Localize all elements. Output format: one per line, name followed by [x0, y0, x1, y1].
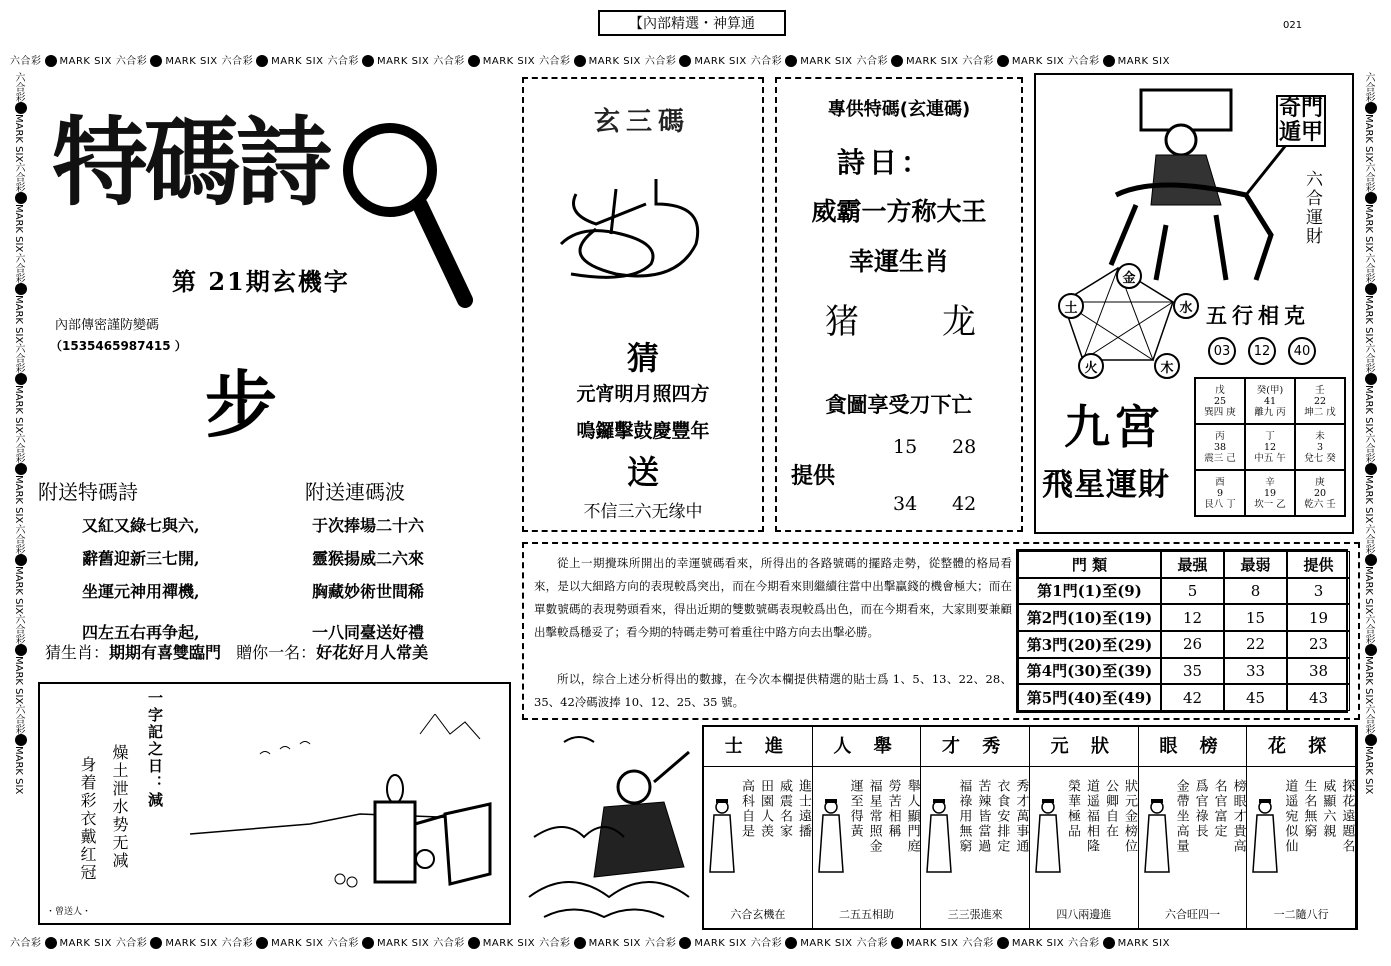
- mark-six-left-strip: [12, 72, 30, 930]
- bottom-column: [921, 727, 1030, 928]
- scholar-figure-icon: [1251, 797, 1279, 877]
- bottom-column-title: 花 探: [1247, 727, 1355, 767]
- sage-illustration: [524, 727, 699, 927]
- mark-six-strip-item: 六合彩MARK SIX: [13, 253, 24, 343]
- warrior-horse-illustration: [1096, 85, 1296, 285]
- mark-six-strip-item: 六合彩MARK SIX: [1363, 343, 1374, 433]
- bottom-column-line: 苦辣皆當過: [975, 779, 991, 854]
- door-table-header: 門 類: [1018, 551, 1161, 578]
- mark-six-strip-item: 六合彩 MARK SIX: [433, 56, 536, 67]
- door-table-cell: 33: [1224, 658, 1287, 685]
- door-table-cell: 26: [1161, 631, 1224, 658]
- poem2-lines: 于次捧場二十六 靈猴揚威二六來 胸藏妙術世間稀 一八同臺送好禮: [312, 516, 425, 642]
- door-table-cell: 23: [1287, 631, 1350, 658]
- mark-six-strip-item: 六合彩MARK SIX: [1363, 433, 1374, 523]
- phone-label: 內部傳密謹防變碼: [55, 318, 160, 333]
- mark-six-strip-item: 六合彩 MARK SIX: [433, 938, 536, 949]
- flower-icon: [15, 463, 27, 475]
- special-num-1: 15: [893, 436, 918, 458]
- mark-six-strip-item: 六合彩MARK SIX: [13, 162, 24, 252]
- bottom-column-lines: [847, 779, 920, 854]
- flower-icon: [1365, 102, 1377, 114]
- flower-icon: [362, 55, 374, 67]
- mark-six-strip-item: 六合彩 MARK SIX: [221, 56, 324, 67]
- jiugong-cell: 酉 9 艮八 丁: [1195, 470, 1245, 516]
- period-line: 第 21期玄機字: [172, 267, 350, 296]
- door-table-cell: 15: [1224, 604, 1287, 631]
- door-table-cell: 45: [1224, 684, 1287, 711]
- bottom-column-line: 福祿用無窮: [956, 779, 972, 854]
- flower-icon: [1365, 192, 1377, 204]
- qimen-box: [1034, 73, 1354, 534]
- flower-icon: [468, 55, 480, 67]
- bottom-column: [704, 727, 813, 928]
- bottom-column-line: 榜眼才貴高: [1230, 779, 1246, 854]
- bottom-column-lines: [1064, 779, 1137, 854]
- scholar-figure-icon: [817, 797, 845, 877]
- jiugong-cell: 丙 38 震三 己: [1195, 424, 1245, 470]
- bottom-column-line: 衣食安排定: [994, 779, 1010, 854]
- mark-six-strip-item: 六合彩 MARK SIX: [10, 56, 112, 67]
- jiugong-cell: 未 3 兌七 癸: [1295, 424, 1345, 470]
- mark-six-strip-item: 六合彩 MARK SIX: [856, 56, 959, 67]
- bottom-column-line: 高科自是: [739, 779, 754, 839]
- mark-six-strip-item: 六合彩 MARK SIX: [750, 938, 853, 949]
- bottom-column-line: 進士遠播: [796, 779, 811, 839]
- special-box: [775, 77, 1023, 532]
- guess-zodiac-line: 猜生肖：期期有喜雙臨門 贈你一名：好花好月人常美: [45, 643, 429, 662]
- special-line2: 幸運生肖: [848, 247, 949, 276]
- flower-icon: [15, 102, 27, 114]
- flower-icon: [45, 55, 57, 67]
- mark-six-strip-item: 六合彩 MARK SIX: [856, 938, 959, 949]
- mark-six-strip-item: 六合彩MARK SIX: [13, 704, 24, 794]
- yizi-sign: ・曾送人・: [46, 907, 92, 917]
- mark-six-strip-item: 六合彩MARK SIX: [13, 524, 24, 614]
- mark-six-strip-item: 六合彩 MARK SIX: [115, 938, 218, 949]
- flower-icon: [150, 55, 162, 67]
- mark-six-strip-item: 六合彩 MARK SIX: [327, 56, 430, 67]
- flower-icon: [1103, 937, 1115, 949]
- bottom-column-footer: 六合玄機在: [730, 908, 786, 921]
- jiugong-cell: 庚 20 乾六 壬: [1295, 470, 1345, 516]
- flower-icon: [15, 644, 27, 656]
- door-table-cell: 19: [1287, 604, 1350, 631]
- bottom-column-line: 公卿自在: [1102, 779, 1118, 839]
- door-table-cell: 43: [1287, 684, 1350, 711]
- mark-six-strip-item: 六合彩MARK SIX: [13, 433, 24, 523]
- bottom-column-title: 元 狀: [1030, 727, 1138, 767]
- special-num-3: 34: [893, 493, 918, 515]
- yizi-box: [38, 682, 511, 925]
- flower-icon: [1365, 463, 1377, 475]
- door-table-header: 提供: [1287, 551, 1350, 578]
- bottom-column-title: 才 秀: [921, 727, 1029, 767]
- mark-six-strip-item: 六合彩MARK SIX: [1363, 253, 1374, 343]
- flower-icon: [45, 937, 57, 949]
- handwriting-scribble: [556, 174, 726, 284]
- yizi-title: 一字記之日：減: [146, 690, 164, 809]
- jiugong-cell: 辛 19 坎一 乙: [1245, 470, 1295, 516]
- wuxing-node: 水: [1173, 293, 1199, 319]
- bottom-column-footer: 六合旺四一: [1164, 908, 1220, 921]
- mark-six-strip-item: 六合彩 MARK SIX: [962, 938, 1065, 949]
- send-char: 送: [626, 453, 659, 491]
- flower-icon: [891, 55, 903, 67]
- flower-icon: [15, 554, 27, 566]
- mark-six-strip-item: 六合彩MARK SIX: [1363, 704, 1374, 794]
- flower-icon: [468, 937, 480, 949]
- bottom-column: [1247, 727, 1356, 928]
- flower-icon: [256, 55, 268, 67]
- door-table-cell: 3: [1287, 578, 1350, 605]
- mark-six-strip-item: 六合彩 MARK SIX: [115, 56, 218, 67]
- door-table-cell: 38: [1287, 658, 1350, 685]
- wuxing-node: 火: [1078, 353, 1104, 379]
- bottom-column-lines: [1281, 779, 1354, 854]
- door-table-header: 最强: [1161, 551, 1224, 578]
- poem2-title: 附送連碼波: [305, 480, 405, 504]
- bottom-column-line: 道遥宛似仙: [1282, 779, 1298, 854]
- guess-footer: 不信三六无缘中: [583, 502, 703, 522]
- mark-six-right-strip: [1362, 72, 1380, 930]
- door-table-cell: 22: [1224, 631, 1287, 658]
- scholar-figure-icon: [708, 797, 736, 877]
- flower-icon: [679, 55, 691, 67]
- jiugong-cell: 癸(甲) 41 離九 丙: [1245, 378, 1295, 424]
- guess-line2: 鳴鑼擊鼓慶豐年: [576, 420, 710, 442]
- flower-icon: [15, 283, 27, 295]
- door-table: [1016, 549, 1348, 713]
- zodiac-1: 猪: [825, 302, 859, 342]
- special-title: 專供特碼(玄連碼): [827, 99, 971, 120]
- mark-six-strip-item: 六合彩 MARK SIX: [221, 938, 324, 949]
- bottom-column-line: 田園人羡: [758, 779, 773, 839]
- guess-box: [522, 77, 764, 532]
- wuxing-title: 五行相克: [1206, 303, 1310, 328]
- bottom-column-footer: 一二隨八行: [1273, 908, 1329, 921]
- guess-line1: 元宵明月照四方: [576, 383, 710, 405]
- analysis-box: [522, 542, 1360, 720]
- wuxing-node: 金: [1116, 263, 1142, 289]
- bottom-column-line: 生名無窮: [1301, 779, 1317, 839]
- bottom-column: [1139, 727, 1248, 928]
- bottom-column-line: 福星常照金: [866, 779, 882, 854]
- bottom-column-line: 爲官祿長: [1192, 779, 1208, 839]
- mark-six-strip-item: 六合彩 MARK SIX: [10, 938, 112, 949]
- flower-icon: [891, 937, 903, 949]
- mark-six-strip-item: 六合彩MARK SIX: [13, 343, 24, 433]
- mark-six-strip-item: 六合彩MARK SIX: [1363, 614, 1374, 704]
- bottom-column-line: 運至得黃: [847, 779, 863, 839]
- special-line1: 威霸一方称大王: [811, 197, 987, 226]
- bottom-column-lines: [1173, 779, 1246, 854]
- mark-six-bottom-strip: [10, 934, 1385, 950]
- flower-icon: [997, 55, 1009, 67]
- mark-six-strip-item: 六合彩 MARK SIX: [644, 938, 747, 949]
- door-table-header: 最弱: [1224, 551, 1287, 578]
- guess-char: 猜: [626, 339, 659, 377]
- flower-icon: [15, 734, 27, 746]
- special-poem-label: 詩日：: [837, 146, 934, 179]
- bottom-column-line: 秀才萬事通: [1013, 779, 1029, 854]
- bottom-column-lines: [738, 779, 811, 839]
- mark-six-top-strip: [10, 52, 1385, 68]
- provide-label: 提供: [791, 463, 836, 489]
- bottom-column-line: 勞苦相稱: [885, 779, 901, 839]
- main-title: 特碼詩: [52, 107, 328, 219]
- door-table-cell: 5: [1161, 578, 1224, 605]
- flower-icon: [785, 55, 797, 67]
- mark-six-strip-item: 六合彩 MARK SIX: [327, 938, 430, 949]
- guess-header: 玄三碼: [593, 107, 690, 137]
- analysis-para1: 從上一期攪珠所開出的幸運號碼看來，所得出的各路號碼的擺路走勢，從整體的格局看來，是以大細路方向的表現較爲突出，而在今期看來則繼續往當中出擊贏錢的機會極大；而在單數號碼的表現勢頭看來，得出近期的雙數號碼表現較爲出色，而在今期看來，大家則要兼顧出擊較爲穩妥了；看今期的特碼走勢可着重往中路方向去出擊必勝。: [534, 556, 1012, 639]
- flower-icon: [574, 937, 586, 949]
- page-number: 021: [1283, 20, 1303, 31]
- flower-icon: [256, 937, 268, 949]
- scholar-figure-icon: [1143, 797, 1171, 877]
- door-table-cell: 35: [1161, 658, 1224, 685]
- mark-six-strip-item: 六合彩MARK SIX: [1363, 162, 1374, 252]
- flower-icon: [1365, 283, 1377, 295]
- phone-number: （1535465987415 ）: [50, 339, 187, 353]
- flower-icon: [1365, 554, 1377, 566]
- wuxing-node: 土: [1058, 293, 1084, 319]
- flower-icon: [362, 937, 374, 949]
- flower-icon: [1365, 734, 1377, 746]
- feixing-title: 飛星運財: [1042, 467, 1170, 503]
- bottom-column-line: 道遥福相隆: [1083, 779, 1099, 854]
- flower-icon: [15, 192, 27, 204]
- flower-icon: [15, 373, 27, 385]
- flower-icon: [679, 937, 691, 949]
- door-table-cell: 8: [1224, 578, 1287, 605]
- bottom-column-footer: 四八兩邊進: [1056, 908, 1112, 921]
- yizi-line1: 燥土泄水势无减: [110, 744, 129, 870]
- bottom-columns: [702, 725, 1358, 930]
- flower-icon: [1103, 55, 1115, 67]
- bottom-column-lines: [955, 779, 1028, 854]
- door-table-cell: 第1門(1)至(9): [1018, 578, 1161, 605]
- hunter-illustration: [190, 714, 495, 914]
- door-table-cell: 第3門(20)至(29): [1018, 631, 1161, 658]
- bottom-column-footer: 二五五相助: [838, 908, 894, 921]
- flower-icon: [574, 55, 586, 67]
- mark-six-strip-item: 六合彩 MARK SIX: [962, 56, 1065, 67]
- jiugong-grid: [1194, 377, 1346, 517]
- magnifier-icon: [330, 115, 500, 315]
- flower-icon: [1365, 644, 1377, 656]
- bottom-column-footer: 三三張進來: [947, 908, 1003, 921]
- jiugong-cell: 壬 22 坤二 戊: [1295, 378, 1345, 424]
- mark-six-strip-item: 六合彩 MARK SIX: [644, 56, 747, 67]
- bottom-column-line: 舉人顯門庭: [904, 779, 920, 854]
- bottom-column: [813, 727, 922, 928]
- bottom-column: [1030, 727, 1139, 928]
- flower-icon: [785, 937, 797, 949]
- bottom-column-title: 眼 榜: [1139, 727, 1247, 767]
- scholar-figure-icon: [1034, 797, 1062, 877]
- scholar-figure-icon: [925, 797, 953, 877]
- flower-icon: [997, 937, 1009, 949]
- poem1-title: 附送特碼詩: [38, 480, 138, 504]
- door-table-cell: 第2門(10)至(19): [1018, 604, 1161, 631]
- mark-six-strip-item: 六合彩MARK SIX: [13, 72, 24, 162]
- jiugong-title: 九宮: [1064, 400, 1164, 454]
- special-num-2: 28: [952, 436, 977, 458]
- mark-six-strip-item: 六合彩 MARK SIX: [1068, 56, 1170, 67]
- flower-icon: [150, 937, 162, 949]
- special-num-4: 42: [952, 493, 977, 515]
- door-table-cell: 第4門(30)至(39): [1018, 658, 1161, 685]
- door-table-cell: 42: [1161, 684, 1224, 711]
- mark-six-strip-item: 六合彩 MARK SIX: [750, 56, 853, 67]
- qimen-subtitle: 六合運財: [1302, 170, 1322, 246]
- wuxing-node: 木: [1154, 353, 1180, 379]
- mark-six-strip-item: 六合彩 MARK SIX: [1068, 938, 1170, 949]
- mark-six-strip-item: 六合彩MARK SIX: [13, 614, 24, 704]
- mark-six-strip-item: 六合彩 MARK SIX: [539, 938, 641, 949]
- bottom-column-line: 狀元金榜位: [1121, 779, 1137, 854]
- yizi-line2: 身着彩衣戴红冠: [78, 756, 97, 882]
- bottom-column-title: 人 舉: [813, 727, 921, 767]
- zodiac-2: 龙: [942, 302, 976, 342]
- jiugong-cell: 丁 12 中五 午: [1245, 424, 1295, 470]
- bottom-column-line: 探花遠題名: [1339, 779, 1355, 854]
- special-line3: 貪圖享受刀下亡: [825, 392, 973, 417]
- mark-six-strip-item: 六合彩MARK SIX: [1363, 72, 1374, 162]
- bottom-column-line: 威顯六親: [1320, 779, 1336, 839]
- door-table-cell: 第5門(40)至(49): [1018, 684, 1161, 711]
- bottom-column-line: 名官富定: [1211, 779, 1227, 839]
- wuxing-balls: 03 12 40: [1208, 337, 1316, 365]
- bottom-column-line: 威震名家: [777, 779, 792, 839]
- bottom-column-line: 榮華極品: [1064, 779, 1080, 839]
- qimen-title: 奇門遁甲: [1276, 95, 1326, 147]
- bottom-column-title: 士 進: [704, 727, 812, 767]
- analysis-para2: 所以，综合上述分析得出的數據，在今次本欄提供精選的貼士爲 1、5、13、22、28、35、42冷碼波捧 10、12、25、35 號。: [534, 672, 1012, 709]
- mark-six-strip-item: 六合彩MARK SIX: [1363, 524, 1374, 614]
- header-title: 【內部精選・神算通: [598, 10, 786, 36]
- bottom-column-line: 金帶坐高量: [1173, 779, 1189, 854]
- jiugong-cell: 戊 25 巽四 庚: [1195, 378, 1245, 424]
- flower-icon: [1365, 373, 1377, 385]
- mark-six-strip-item: 六合彩 MARK SIX: [539, 56, 641, 67]
- big-character: 步: [205, 362, 278, 447]
- door-table-cell: 12: [1161, 604, 1224, 631]
- poem1-lines: 又紅又綠七與六, 辭舊迎新三七開, 坐運元神用禪機, 四左五右再争起,: [82, 516, 200, 642]
